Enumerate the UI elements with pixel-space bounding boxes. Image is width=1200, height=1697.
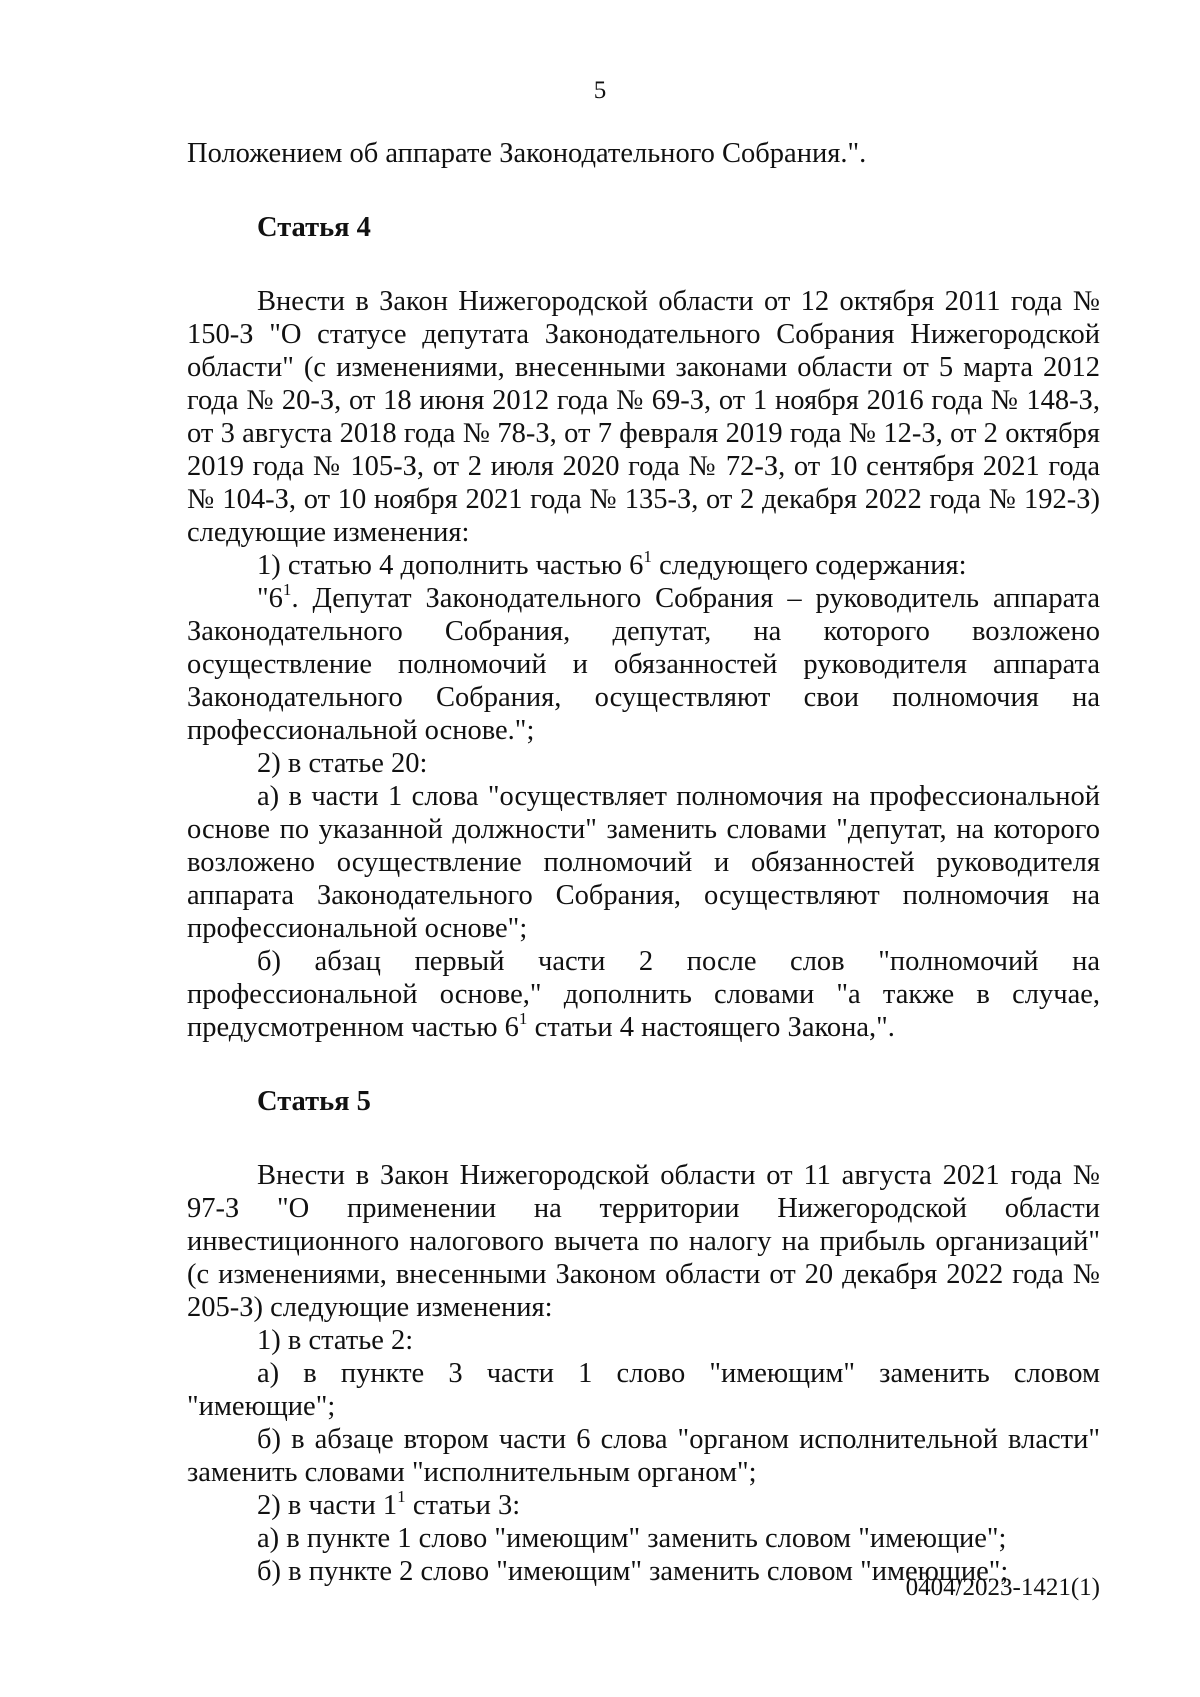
article-4-quote <box>187 582 1100 747</box>
paragraph-continuation: Положением об аппарате Законодательного Собрания.". <box>187 138 867 169</box>
document-body <box>187 137 1100 1588</box>
article-5-item-1: 1) в статье 2: <box>257 1325 414 1356</box>
superscript: 1 <box>518 1009 528 1029</box>
article-4-item-2: 2) в статье 20: <box>257 748 428 779</box>
quote-text: . Депутат Законодательного Собрания – руководитель аппарата Законодательного Собрания, депутат, на которого возложено осуществление полномочий и обязанностей руководителя аппарата Законодательного Собрания, осуществляют свои полномочия на профессиональной основе."; <box>187 583 1100 746</box>
superscript: 1 <box>643 547 652 567</box>
article-5-item-1a: а) в пункте 3 части 1 слово "имеющим" заменить словом "имеющие"; <box>187 1358 1100 1422</box>
item-text: статьи 3: <box>405 1490 521 1521</box>
article-5-intro: Внести в Закон Нижегородской области от 11 августа 2021 года № 97-З "О применении на территории Нижегородской области инвестиционного налогового вычета по налогу на прибыль организаций" (с изменениями, внесенными Законом области от 20 декабря 2022 года № 205-З) следующие изменения: <box>187 1160 1100 1323</box>
article-5-item-2b: б) в пункте 2 слово "имеющим" заменить словом "имеющие"; <box>257 1556 1009 1587</box>
article-4-heading: Статья 4 <box>257 212 371 243</box>
superscript: 1 <box>397 1487 406 1507</box>
article-5-item-2a: а) в пункте 1 слово "имеющим" заменить словом "имеющие"; <box>257 1523 1007 1554</box>
item-text: б) абзац первый части 2 после слов "полномочий на профессиональной основе," дополнить словами "а также в случае, предусмотренном частью 6 <box>187 946 1100 1043</box>
superscript: 1 <box>282 580 292 600</box>
article-5-item-1b: б) в абзаце втором части 6 слова "органом исполнительной власти" заменить словами "исполнительным органом"; <box>187 1424 1100 1488</box>
item-text: следующего содержания: <box>651 550 967 581</box>
item-text: 1) статью 4 дополнить частью 6 <box>257 550 644 581</box>
item-text: статьи 4 настоящего Закона,". <box>527 1012 895 1043</box>
page-number: 5 <box>593 77 607 104</box>
article-5-item-2 <box>187 1489 1100 1522</box>
article-4-item-2a: а) в части 1 слова "осуществляет полномочия на профессиональной основе по указанной должности" заменить словами "депутат, на которого возложено осуществление полномочий и обязанностей руководителя аппарата Законодательного Собрания, осуществляют полномочия на профессиональной основе"; <box>187 781 1100 944</box>
quote-text: "6 <box>257 583 283 614</box>
document-code: 0404/2023-1421(1) <box>905 1574 1100 1601</box>
article-4-intro: Внести в Закон Нижегородской области от 12 октября 2011 года № 150-З "О статусе депутата Законодательного Собрания Нижегородской области" (с изменениями, внесенными законами области от 5 марта 2012 года № 20-З, от 18 июня 2012 года № 69-З, от 1 ноября 2016 года № 148-З, от 3 августа 2018 года № 78-З, от 7 февраля 2019 года № 12-З, от 2 октября 2019 года № 105-З, от 2 июля 2020 года № 72-З, от 10 сентября 2021 года № 104-З, от 10 ноября 2021 года № 135-З, от 2 декабря 2022 года № 192-З) следующие изменения: <box>187 286 1100 548</box>
article-5-heading: Статья 5 <box>257 1086 371 1117</box>
article-4-item-1 <box>187 549 1100 582</box>
article-4-item-2b <box>187 945 1100 1044</box>
item-text: 2) в части 1 <box>257 1490 398 1521</box>
